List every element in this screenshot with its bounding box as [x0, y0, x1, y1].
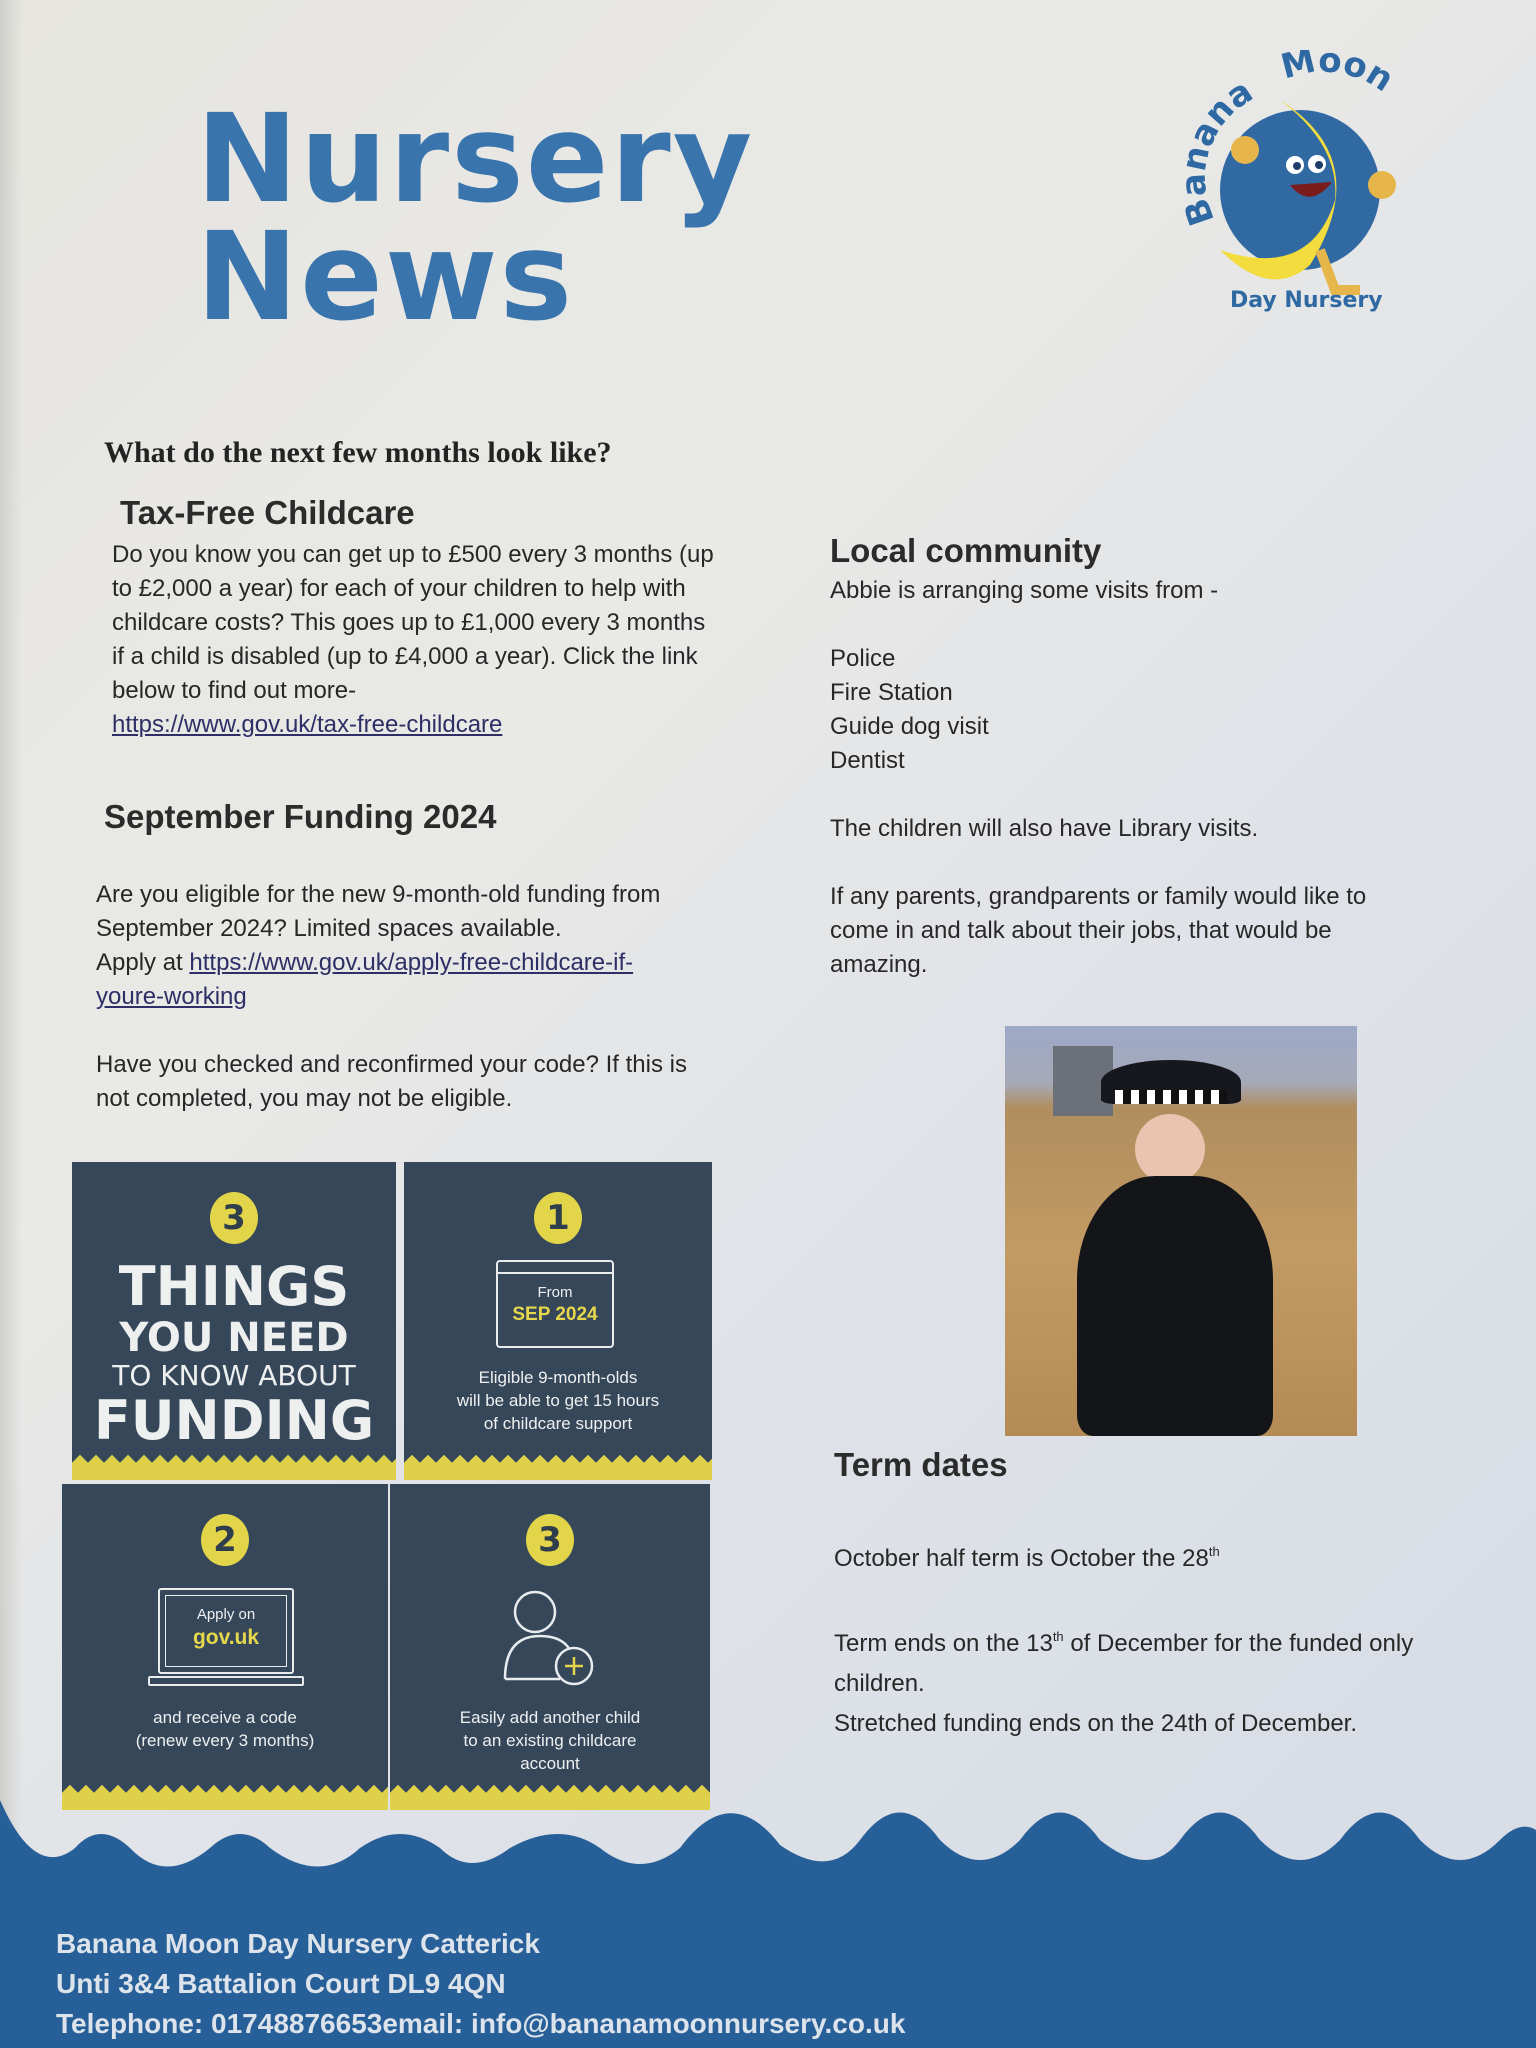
funding-infographic-step-1 [404, 1162, 712, 1480]
stretched-funding-line: Stretched funding ends on the 24th of December. [834, 1710, 1358, 1737]
cover-line-things: THINGS [118, 1255, 350, 1318]
svg-text:Banana: Banana [1173, 71, 1261, 231]
invite-line: amazing. [830, 951, 928, 978]
step-1-description: Eligible 9-month-olds will be able to get 15 hours of childcare support [456, 1368, 660, 1433]
visit-item: Guide dog visit [830, 713, 989, 740]
funding-line: September 2024? Limited spaces available. [96, 915, 562, 942]
local-community-body [830, 574, 1510, 982]
zigzag-border [404, 1452, 712, 1480]
funding-infographic-step-2 [62, 1484, 388, 1810]
title-line-news: News [196, 206, 575, 348]
reconfirm-line: Have you checked and reconfirmed your code? If this is [96, 1051, 687, 1078]
logo-caption: Day Nursery [1230, 288, 1383, 313]
term-dates-heading: Term dates [834, 1446, 1008, 1483]
zigzag-border [72, 1452, 396, 1480]
newsletter-title [196, 88, 755, 348]
footer-nursery-name: Banana Moon Day Nursery Catterick [56, 1928, 540, 1959]
apply-free-childcare-link[interactable]: https://www.gov.uk/apply-free-childcare-if- [189, 949, 634, 976]
step-2-description: and receive a code (renew every 3 months) [135, 1708, 315, 1750]
footer-phone-email: Telephone: 01748876653email: info@bananamoonnursery.co.uk [56, 2008, 906, 2039]
number-badge: 2 [201, 1514, 249, 1566]
tax-free-childcare-heading: Tax-Free Childcare [120, 494, 415, 531]
photo-face [1135, 1114, 1205, 1184]
banana-moon-mascot-icon [1160, 50, 1430, 310]
funding-line: Are you eligible for the new 9-month-old funding from [96, 881, 661, 908]
reconfirm-line: not completed, you may not be eligible. [96, 1085, 513, 1112]
number-badge: 1 [534, 1192, 582, 1244]
tax-free-line: if a child is disabled (up to £4,000 a year). Click the link [112, 643, 698, 670]
laptop-base [148, 1676, 304, 1686]
september-funding-heading: September Funding 2024 [104, 798, 497, 835]
calendar-from: From [537, 1284, 573, 1301]
library-visits-text: The children will also have Library visits. [830, 815, 1259, 842]
invite-line: If any parents, grandparents or family would like to [830, 883, 1367, 910]
cover-line-funding: FUNDING [93, 1389, 375, 1452]
funding-infographic-step-3 [390, 1484, 710, 1810]
step-3-description: Easily add another child to an existing childcare account [459, 1708, 641, 1773]
tax-free-line: Do you know you can get up to £500 every 3 months (up [112, 541, 714, 568]
tax-free-line: below to find out more- [112, 677, 357, 704]
apply-free-childcare-link-continued[interactable]: youre-working [96, 983, 247, 1010]
apply-prefix: Apply at [96, 949, 190, 976]
photo-coat [1077, 1176, 1273, 1436]
visit-item: Police [830, 645, 896, 672]
child-police-costume-photo [1005, 1026, 1357, 1436]
add-person-icon [500, 1584, 600, 1694]
funding-infographic-cover [72, 1162, 396, 1480]
laptop-icon [158, 1588, 294, 1674]
term-end-line: Term ends on the 13th of December for the funded only [834, 1629, 1414, 1657]
intro-heading: What do the next few months look like? [104, 436, 612, 469]
laptop-screen-gov-uk: gov.uk [192, 1626, 260, 1649]
tax-free-line: to £2,000 a year) for each of your children to help with [112, 575, 686, 602]
footer-contact [56, 1924, 905, 2044]
paper-edge-shadow [0, 0, 22, 2048]
september-funding-body [96, 878, 796, 1116]
local-community-intro: Abbie is arranging some visits from - [830, 577, 1219, 604]
term-end-line-2: children. [834, 1670, 925, 1697]
number-badge: 3 [526, 1514, 574, 1566]
cover-line-you-need: YOU NEED [119, 1315, 349, 1361]
number-badge: 3 [210, 1192, 258, 1244]
tax-free-childcare-link[interactable]: https://www.gov.uk/tax-free-childcare [112, 711, 503, 738]
term-dates-body [834, 1532, 1534, 1744]
cover-line-know-about: TO KNOW ABOUT [112, 1359, 356, 1392]
title-line-nursery: Nursery [196, 88, 755, 230]
calendar-icon [496, 1260, 614, 1348]
half-term-line: October half term is October the 28th [834, 1544, 1220, 1572]
apply-line [96, 946, 796, 980]
local-community-heading: Local community [830, 532, 1102, 569]
invite-line: come in and talk about their jobs, that would be [830, 917, 1332, 944]
footer-address: Unti 3&4 Battalion Court DL9 4QN [56, 1968, 506, 1999]
tax-free-line: childcare costs? This goes up to £1,000 every 3 months [112, 609, 706, 636]
svg-text:Moon: Moon [1277, 50, 1401, 101]
tax-free-childcare-body [112, 538, 792, 742]
calendar-date: SEP 2024 [512, 1304, 598, 1325]
photo-hat-band [1115, 1090, 1227, 1104]
laptop-screen-apply-on: Apply on [196, 1606, 256, 1623]
visit-item: Dentist [830, 747, 905, 774]
visit-item: Fire Station [830, 679, 953, 706]
